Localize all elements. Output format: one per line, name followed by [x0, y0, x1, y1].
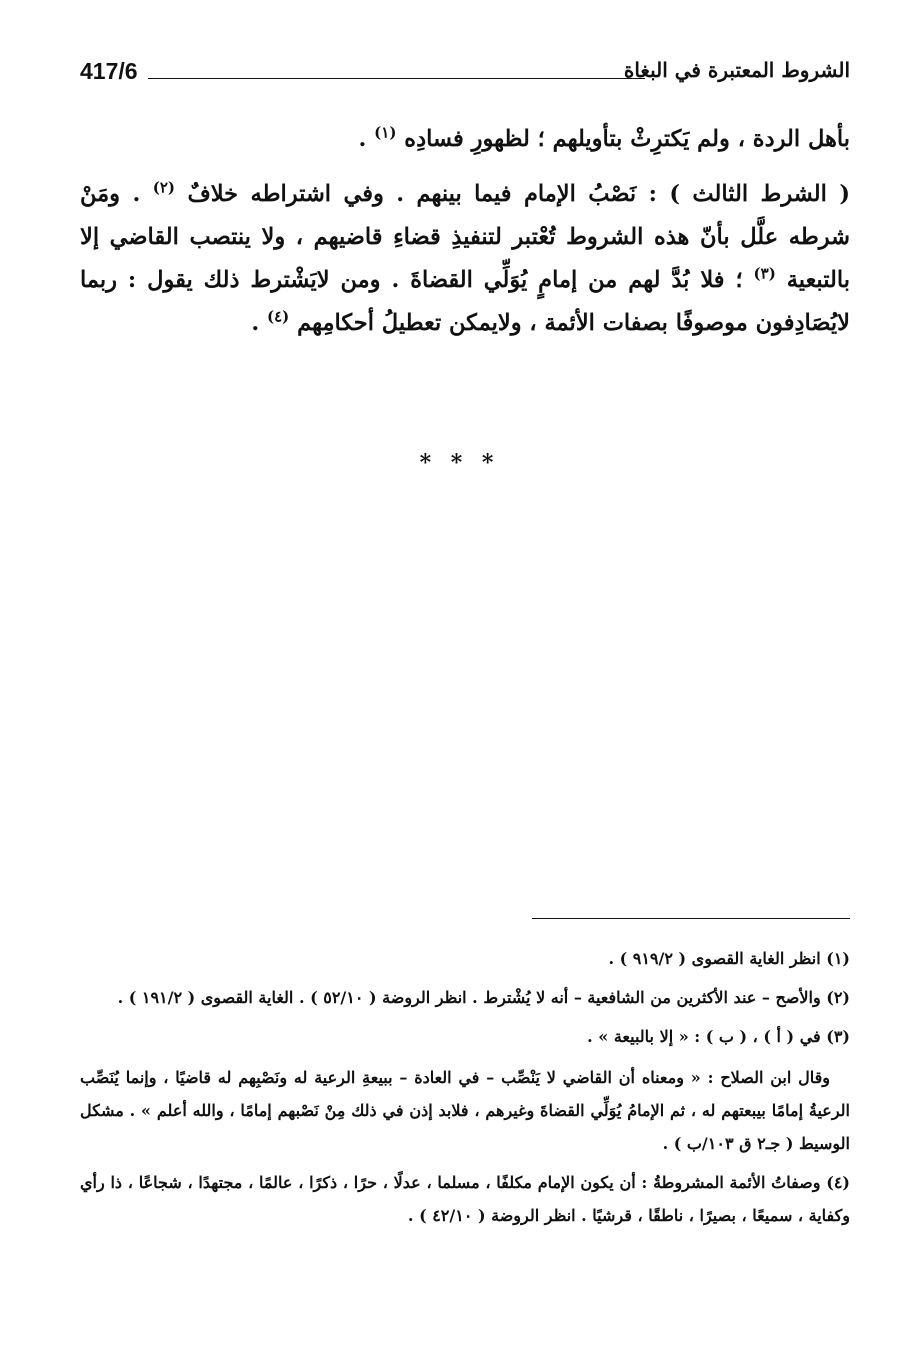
paragraph-2-end: .	[251, 310, 260, 336]
paragraph-2-text-c: ؛ فلا بُدَّ لهم من إمامٍ يُوَلِّي القضاةَ . ومن لايَشْترط ذلك يقول : ربما لايُصَادِفون موصوفًا بصفات الأئمة ، ولايمكن تعطيلُ أحكامِهم	[80, 267, 850, 336]
paragraph-2-text-b: . ومَنْ شرطه علَّل بأنّ هذه الشروط تُعْتبر لتنفيذِ قضاءِ قاضيهم ، ولا ينتصب القاضي إلا بالتبعية	[80, 181, 850, 293]
footnote-ref-4[interactable]: (٤)	[267, 307, 290, 326]
footnote-4: (٤) وصفاتُ الأئمة المشروطةُ : أن يكون الإمام مكلفًا ، مسلما ، عدلًا ، حرًا ، ذكرًا ، عالمًا ، مجتهدًا ، شجاعًا ، ذا رأي وكفاية ، سميعًا ، بصيرًا ، ناطقًا ، قرشيًا . انظر الروضة ( ٤٢/١٠ ) .	[80, 1173, 850, 1225]
footnotes	[80, 942, 850, 1238]
footnote-ref-2[interactable]: (٢)	[152, 178, 176, 197]
footnote-1: (١) انظر الغاية القصوى ( ٩١٩/٢ ) .	[608, 949, 850, 968]
paragraph-1-end: .	[358, 126, 367, 152]
paragraph-2-text-a: ( الشرط الثالث ) : نَصْبُ الإمام فيما بينهم . وفي اشتراطه خلافٌ	[187, 181, 850, 207]
footnote-ref-3[interactable]: (٣)	[753, 264, 776, 283]
footnote-3-continuation: وقال ابن الصلاح : « ومعناه أن القاضي لا يَنْصِّب – في العادة – ببيعةِ الرعية له ونَصْبِهم له قاضيًا ، وإنما يُنَصِّب الرعيةُ إمامًا بيبعتهم له ، ثم الإمامُ يُوَلِّي القضاةَ وغيرهم ، فلابد إذن في ذلك مِنْ نَصْبهم إمامًا ، والله أعلم » . مشكل الوسيط ( جـ٢ ق ١٠٣/ب ) .	[80, 1068, 850, 1153]
footnote-rule	[532, 918, 850, 919]
main-text	[80, 118, 850, 357]
paragraph-1	[80, 118, 850, 161]
paragraph-1-text: بأهل الردة ، ولم يَكترِثْ بتأويلهم ؛ لظهورِ فسادِه	[404, 126, 850, 152]
paragraph-2	[80, 173, 850, 345]
section-separator: * * *	[419, 450, 500, 476]
page-header	[80, 56, 850, 96]
footnote-3: (٣) في ( أ ) ، ( ب ) : « إلا بالبيعة » .	[587, 1027, 850, 1046]
running-title: الشروط المعتبرة في البغاة	[623, 58, 850, 82]
footnote-ref-1[interactable]: (١)	[374, 123, 397, 142]
header-rule	[148, 78, 645, 79]
footnote-2: (٢) والأصح – عند الأكثرين من الشافعية – أنه لا يُشْترط . انظر الروضة ( ٥٢/١٠ ) . الغاية القصوى ( ١٩١/٢ ) .	[117, 988, 850, 1007]
page-number: 417/6	[80, 58, 138, 84]
